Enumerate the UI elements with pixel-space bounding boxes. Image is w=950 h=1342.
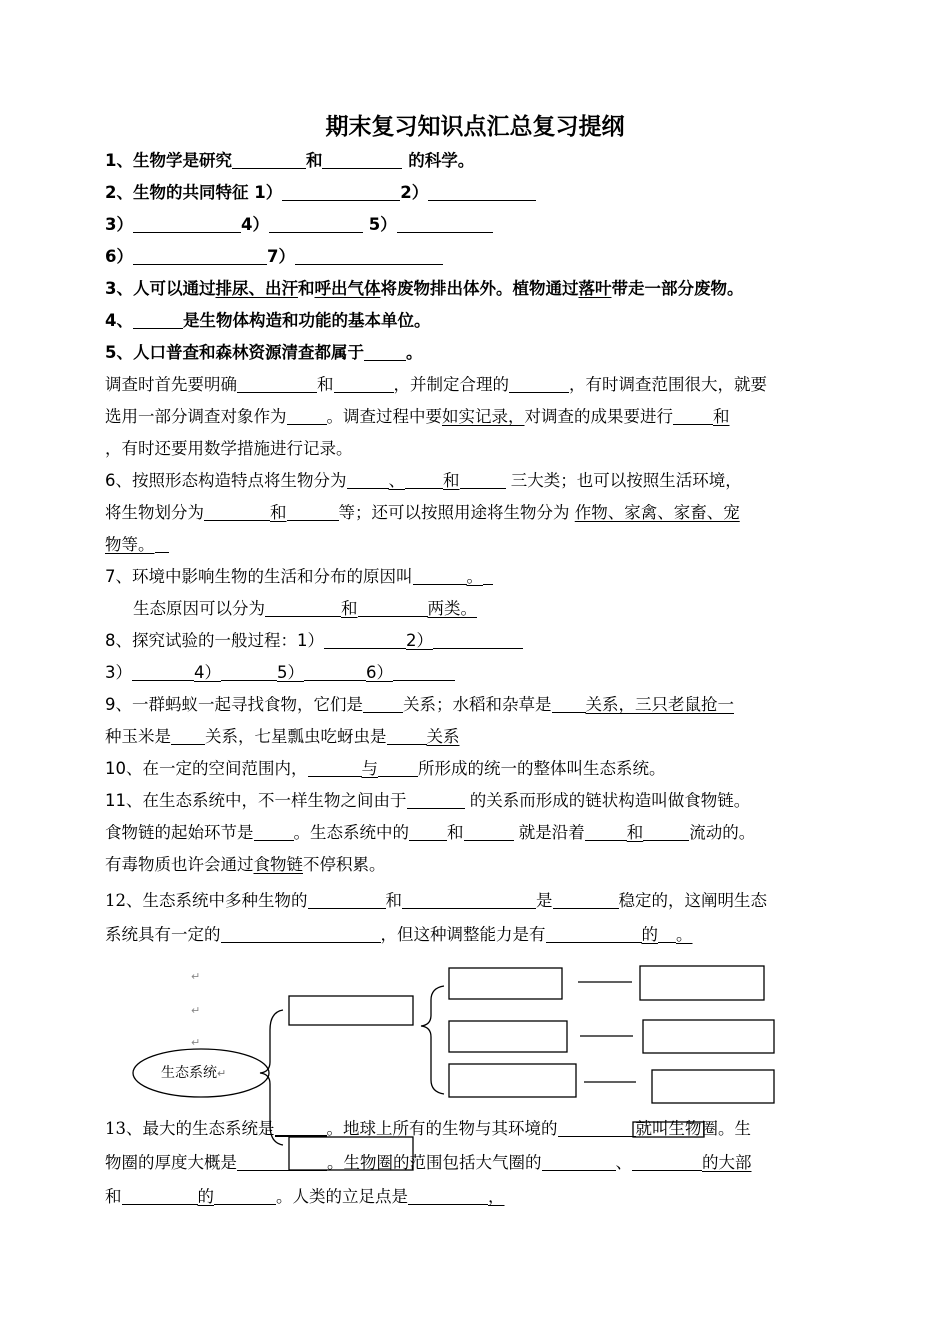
blank <box>408 1188 488 1205</box>
text: 8、探究试验的一般过程：1） <box>105 631 324 650</box>
text: 和 <box>105 1187 122 1206</box>
text: 7） <box>266 247 295 266</box>
text: 。地球上所有的生物与其环境的 <box>326 1119 558 1138</box>
text: 。生态系统中的 <box>293 823 409 842</box>
text: 和 <box>270 503 287 522</box>
text: 带走一部分废物。 <box>611 279 744 298</box>
return-mark: ↵ <box>217 1067 227 1080</box>
text: 的 <box>197 1187 214 1206</box>
text: 7、环境中影响生物的生活和分布的原因叫 <box>105 567 413 586</box>
text: 4、 <box>105 311 133 330</box>
root-label-text: 生态系统 <box>161 1065 217 1081</box>
return-mark: ↵ <box>191 970 201 983</box>
text: 生态原因可以分为 <box>133 599 265 618</box>
text: ，有时调查范围很大，就要 <box>569 375 767 394</box>
question-13-cont2 <box>105 1186 505 1208</box>
text: 调查时首先要明确 <box>105 375 237 394</box>
level3-box-2 <box>643 1020 774 1053</box>
text: 等；还可以按照用途将生物分为 <box>338 503 570 522</box>
text: 3） <box>105 215 133 234</box>
text: 两类。 <box>427 599 477 618</box>
text: 10、在一定的空间范围内， <box>105 759 308 778</box>
text: 有毒物质也许会通过 <box>105 855 254 874</box>
text: 6） <box>366 663 393 682</box>
blank <box>558 1120 636 1137</box>
text: 9、一群蚂蚁一起寻找食物，它们是 <box>105 695 363 714</box>
text: 将废物排出体外。植物通过 <box>380 279 579 298</box>
blank <box>275 1119 327 1137</box>
text: 关系，七星瓢虫吃蚜虫是 <box>205 727 387 746</box>
page-title: 期末复习知识点汇总复习提纲 <box>325 114 625 140</box>
text: 关系；水稻和杂草是 <box>403 695 552 714</box>
answer-text: 落叶 <box>578 279 612 298</box>
text: 三大类；也可以按照生活环境， <box>510 471 742 490</box>
question-13-cont <box>105 1152 752 1174</box>
text: 关系，三只老鼠抢一 <box>585 695 734 714</box>
text: 所形成的统一的整体叫生态系统。 <box>418 759 666 778</box>
text: 5） <box>277 663 304 682</box>
text: 。 <box>676 925 693 944</box>
root-label <box>161 1062 226 1082</box>
text: 12、生态系统中多种生物的 <box>105 891 308 910</box>
blank <box>542 1154 616 1171</box>
text: 就是沿着 <box>518 823 585 842</box>
text: 系统具有一定的 <box>105 925 221 944</box>
text: 3、人可以通过 <box>105 279 216 298</box>
blank <box>632 1154 702 1171</box>
text: 和 <box>297 279 315 298</box>
text: 和 <box>341 599 358 618</box>
answer-text: 物等。 <box>105 535 155 554</box>
text: 是生物体构造和功能的基本单位。 <box>182 311 431 330</box>
text: 6） <box>105 247 133 266</box>
text: 、 <box>615 1153 632 1172</box>
text: 2、生物的共同特征 1） <box>105 183 283 202</box>
text: 和 <box>626 823 644 842</box>
text: 3） <box>105 663 132 682</box>
text: 的 <box>641 925 658 944</box>
text: 种玉米是 <box>105 727 171 746</box>
text: 将生物划分为 <box>105 503 204 522</box>
text: 与 <box>361 759 378 778</box>
text: 13、最大的生态系统是 <box>105 1119 275 1138</box>
text: 4） <box>194 663 221 682</box>
text: 是 <box>536 891 553 910</box>
text: 的科学。 <box>408 151 475 170</box>
right-brace <box>421 986 444 1094</box>
text: 物圈的厚度大概是 <box>105 1153 237 1172</box>
text: 。 <box>466 567 483 586</box>
level3-box-3 <box>652 1070 774 1103</box>
blank <box>237 1154 327 1171</box>
text: 食物链的起始环节是 <box>105 823 254 842</box>
text: ，但这种调整能力是有 <box>380 925 546 944</box>
text: 关系 <box>426 727 460 746</box>
text: 和 <box>305 151 323 170</box>
text: 1、生物学是研究 <box>105 151 232 170</box>
text: 11、在生态系统中，不一样生物之间由于 <box>105 791 407 810</box>
text: 。人类的立足点是 <box>276 1187 408 1206</box>
text: ，并制定合理的 <box>393 375 509 394</box>
text: 和 <box>443 471 460 490</box>
text: 就叫生物圈。生 <box>635 1119 751 1138</box>
text: 的大部 <box>702 1153 752 1172</box>
text: 和 <box>713 407 730 426</box>
question-13 <box>105 1118 751 1140</box>
text: 、 <box>388 471 405 490</box>
text: 2） <box>406 631 433 650</box>
text: 。生物圈的范围包括大气圈的 <box>327 1153 542 1172</box>
text: 。调查过程中要 <box>326 407 442 426</box>
answer-text: 如实记录， <box>442 407 525 426</box>
text: 对调查的成果要进行 <box>524 407 673 426</box>
answer-text: 作物、家禽、家畜、宠 <box>574 503 740 522</box>
text: 和 <box>385 891 402 910</box>
answer-text: 呼出气体 <box>314 279 381 298</box>
text: 2） <box>400 183 429 202</box>
level2-box-3 <box>449 1064 576 1097</box>
return-mark: ↵ <box>191 1004 201 1017</box>
text: 5、人口普查和森林资源清查都属于 <box>105 343 364 362</box>
text: 流动的。 <box>689 823 756 842</box>
blank <box>214 1188 276 1205</box>
text: 和 <box>317 375 334 394</box>
level2-box-2 <box>449 1021 567 1052</box>
level3-box-1 <box>640 966 764 1000</box>
text: 和 <box>447 823 464 842</box>
blank <box>122 1188 198 1205</box>
text: 不停积累。 <box>303 855 386 874</box>
text: ， <box>488 1187 505 1206</box>
text: 稳定的，这阐明生态 <box>618 891 767 910</box>
text: 。 <box>405 343 423 362</box>
text: 6、按照形态构造特点将生物分为 <box>105 471 347 490</box>
answer-text: 排尿、出汗 <box>215 279 298 298</box>
text: 的关系而形成的链状构造叫做食物链。 <box>469 791 751 810</box>
text: 4） <box>240 215 269 234</box>
level1-box-1 <box>289 996 413 1025</box>
text: 选用一部分调查对象作为 <box>105 407 287 426</box>
text: ，有时还要用数学措施进行记录。 <box>105 439 353 458</box>
answer-text: 食物链 <box>253 855 303 874</box>
return-mark: ↵ <box>191 1036 201 1049</box>
text: 5） <box>368 215 397 234</box>
level2-box-1 <box>449 968 562 999</box>
